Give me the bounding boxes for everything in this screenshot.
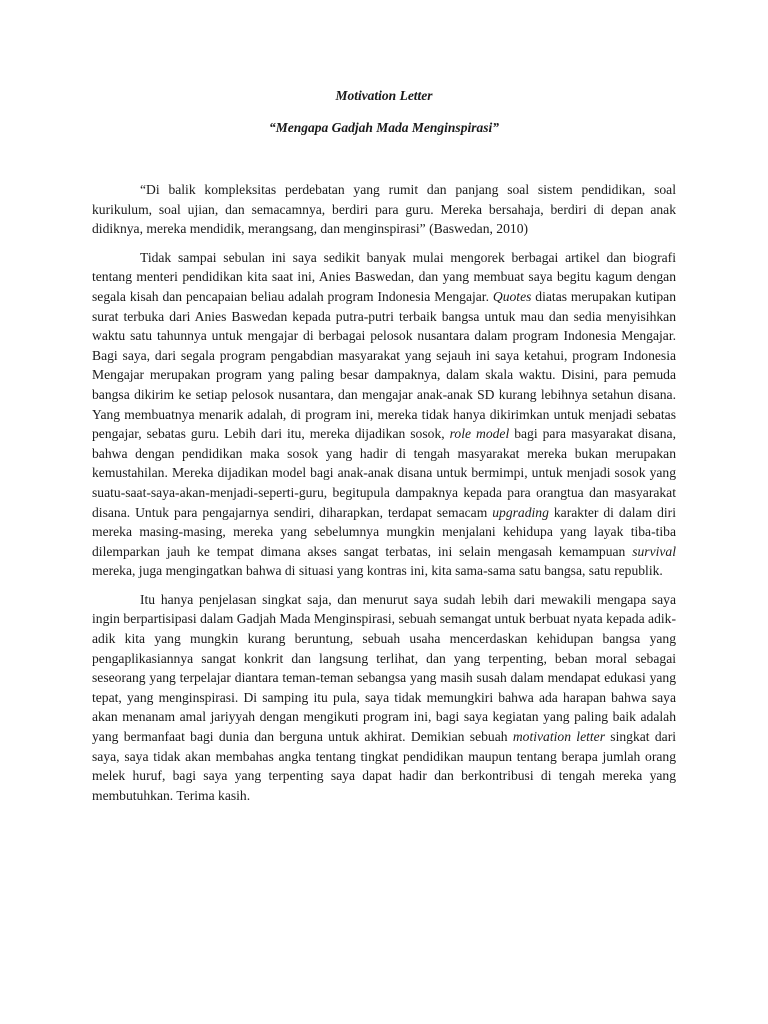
paragraph-text: diatas merupakan kutipan surat terbuka dari Anies Baswedan kepada putra-putri terbaik bangsa untuk mau dan sedia menyisihkan waktu satu tahunnya untuk mengajar di berbagai pelosok nusantara dalam program Indonesia Mengajar. Bagi saya, dari segala program pengabdian masyarakat yang sejauh ini saya ketahui, program Indonesia Mengajar merupakan program yang paling besar dampaknya, dalam skala waktu. Disini, para pemuda bangsa dikirim ke setiap pelosok nusantara, dan mengajar anak-anak SD kurang lebihnya setahun disana. Yang membuatnya menarik adalah, di program ini, mereka tidak hanya dikirimkan untuk menjadi sebatas pengajar, sebatas guru. Lebih dari itu, mereka dijadikan sosok, — [92, 288, 676, 442]
paragraph-text: mereka, juga mengingatkan bahwa di situasi yang kontras ini, kita sama-sama satu bangsa, satu republik. — [92, 563, 663, 579]
paragraph-text: Tidak sampai sebulan ini saya sedikit banyak mulai mengorek berbagai artikel dan biografi tentang menteri pendidikan kita saat ini, Anies Baswedan, dan yang membuat saya begitu kagum dengan segala kisah dan pencapaian beliau adalah program Indonesia Mengajar. — [92, 249, 676, 304]
italic-term: upgrading — [492, 504, 549, 520]
document-page — [92, 86, 676, 805]
paragraph-text: “Di balik kompleksitas perdebatan yang rumit dan panjang soal sistem pendidikan, soal kurikulum, soal ujian, dan semacamnya, berdiri para guru. Mereka bersahaja, berdiri di depan anak didiknya, mereka mendidik, merangsang, dan menginspirasi” (Baswedan, 2010) — [92, 182, 676, 237]
italic-term: role model — [449, 426, 510, 442]
paragraph-program-description — [92, 248, 676, 581]
paragraph-text: Itu hanya penjelasan singkat saja, dan menurut saya sudah lebih dari mewakili mengapa saya ingin berpartisipasi dalam Gadjah Mada Menginspirasi, sebuah semangat untuk berbuat nyata kepada adik-adik kita yang mungkin kurang beruntung, sebuah usaha mencerdaskan kehidupan bangsa yang pengaplikasiannya sangat konkrit dan langsung terlihat, dan yang terpenting, beban moral sebagai seseorang yang terpelajar diantara teman-teman sebangsa yang masih susah dalam mendapat edukasi yang tepat, yang menginspirasi. Di samping itu pula, saya tidak memungkiri bahwa ada harapan bahwa saya akan menanam amal jariyyah dengan mengikuti program ini, bagi saya kegiatan yang paling baik adalah yang bermanfaat bagi dunia dan berguna untuk akhirat. Demikian sebuah — [92, 591, 676, 745]
document-body — [92, 180, 676, 805]
document-title: Motivation Letter — [335, 88, 433, 103]
italic-term: survival — [632, 543, 676, 559]
paragraph-text: karakter di dalam diri mereka masing-masing, mereka yang sebelumnya mungkin menjalani kehidupa yang layak tiba-tiba dilemparkan jauh ke tempat dimana akses sangat terbatas, ini selain mengasah kemampuan — [92, 504, 676, 559]
italic-term: motivation letter — [512, 729, 605, 745]
paragraph-text: singkat dari saya, saya tidak akan membahas angka tentang tingkat pendidikan maupun tentang berapa jumlah orang melek huruf, bagi saya yang terpenting saya dapat hadir dan berkontribusi di tengah mereka yang membutuhkan. Terima kasih. — [92, 729, 676, 803]
document-subtitle: “Mengapa Gadjah Mada Menginspirasi” — [269, 120, 499, 135]
italic-term: Quotes — [492, 288, 532, 304]
paragraph-motivation — [92, 590, 676, 806]
paragraph-quote — [92, 180, 676, 239]
paragraph-text: bagi para masyarakat disana, bahwa dengan pendidikan maka sosok yang hadir di tengah masyarakat mereka bukan merupakan kemustahilan. Mereka dijadikan model bagi anak-anak disana untuk bermimpi, untuk menjadi sosok yang suatu-saat-saya-akan-menjadi-seperti-guru, begitupula dampaknya kepada para orangtua dan masyarakat disana. Untuk para pengajarnya sendiri, diharapkan, terdapat semacam — [92, 426, 676, 520]
